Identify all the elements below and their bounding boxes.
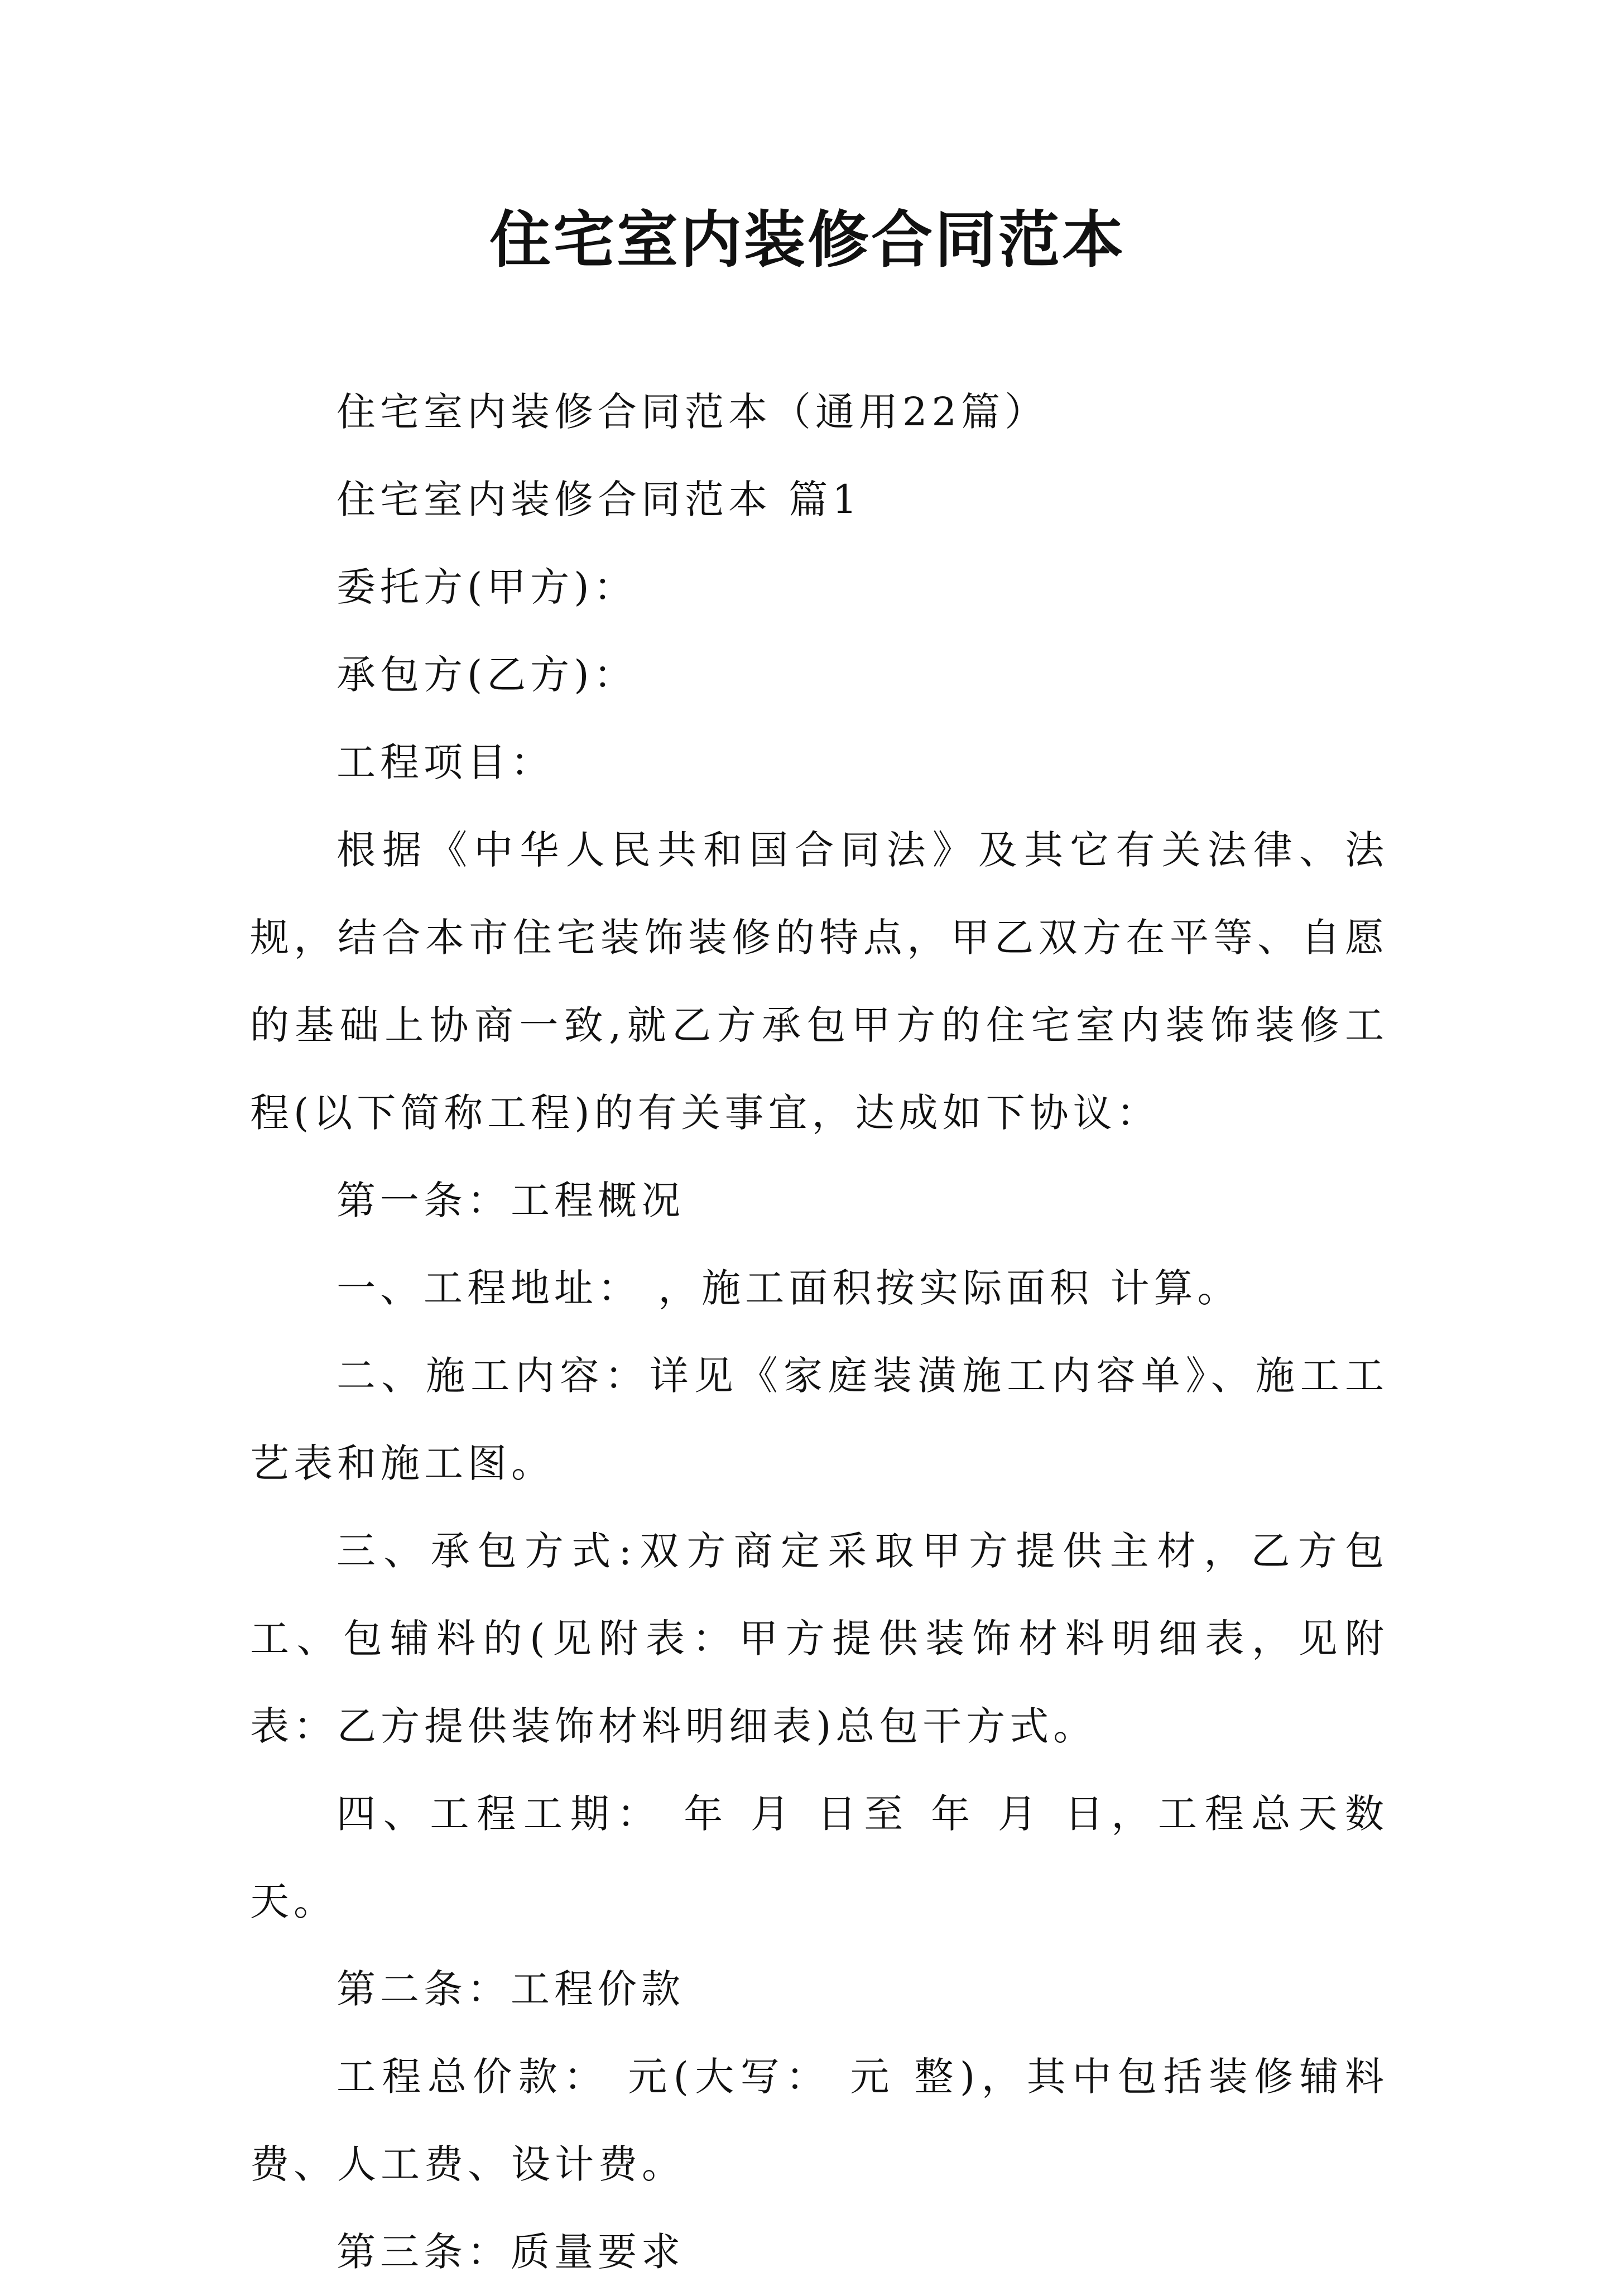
paragraph: 工程项目： — [337, 739, 554, 785]
paragraph: 四、工程工期： 年 月 日至 年 月 日，工程总天数 天。 — [250, 1791, 1388, 1924]
paragraph: 工程总价款： 元(大写： 元 整)，其中包括装修辅料费、人工费、设计费。 — [250, 2054, 1388, 2187]
paragraph: 第二条：工程价款 — [337, 1966, 685, 2012]
paragraph: 委托方(甲方)： — [337, 564, 637, 610]
paragraph: 一、工程地址： ，施工面积按实际面积 计算。 — [337, 1265, 1241, 1311]
paragraph: 第三条：质量要求 — [337, 2229, 685, 2275]
paragraph: 二、施工内容：详见《家庭装潢施工内容单》、施工工艺表和施工图。 — [250, 1353, 1388, 1486]
paragraph: 住宅室内装修合同范本（通用22篇） — [337, 389, 1049, 435]
document-title: 住宅室内装修合同范本 — [489, 204, 1126, 276]
paragraph: 承包方(乙方)： — [337, 652, 637, 698]
paragraph: 三、承包方式:双方商定采取甲方提供主材，乙方包工、包辅料的(见附表：甲方提供装饰材料明细表，见附表：乙方提供装饰材料明细表)总包干方式。 — [250, 1528, 1388, 1749]
paragraph: 根据《中华人民共和国合同法》及其它有关法律、法规，结合本市住宅装饰装修的特点，甲乙双方在平等、自愿的基础上协商一致,就乙方承包甲方的住宅室内装饰装修工程(以下简称工程)的有关事宜，达成如下协议： — [250, 827, 1388, 1136]
paragraph: 住宅室内装修合同范本 篇1 — [337, 477, 862, 522]
paragraph: 第一条：工程概况 — [337, 1178, 685, 1223]
document-body — [250, 368, 1388, 2296]
